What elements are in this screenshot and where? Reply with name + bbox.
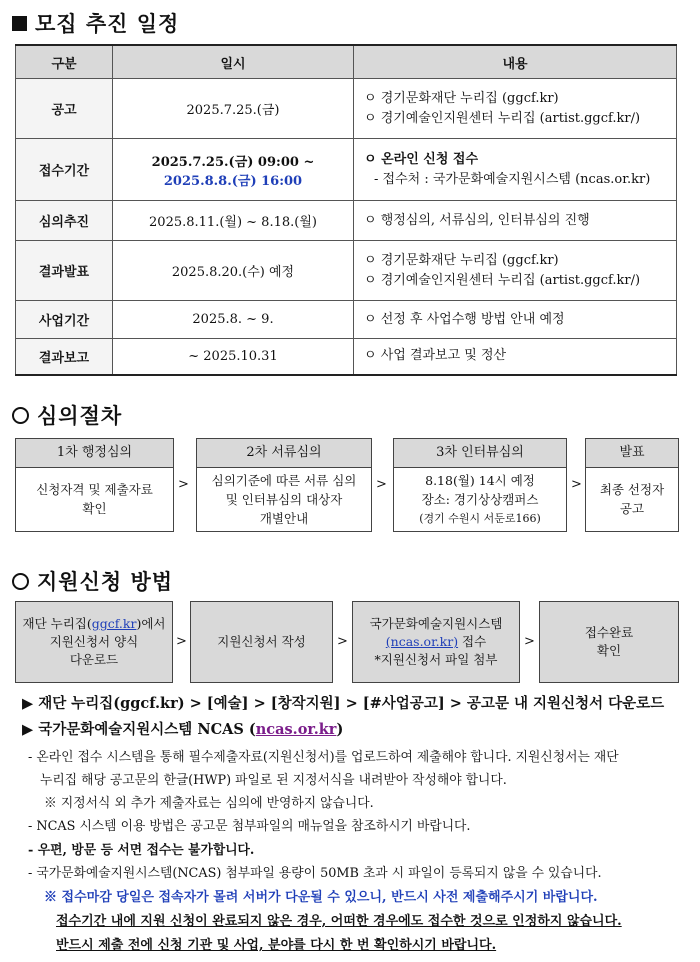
row-date: 2025.7.25.(금) xyxy=(113,79,354,139)
row-date: 2025.8. ~ 9. xyxy=(113,301,354,339)
row-label: 심의추진 xyxy=(16,201,113,241)
table-row xyxy=(16,139,677,201)
row-label: 사업기간 xyxy=(16,301,113,339)
apply-step-4: 접수완료 확인 xyxy=(539,601,679,683)
warning-line: 반드시 제출 전에 신청 기관 및 사업, 분야를 다시 한 번 확인하시기 바랍니다. xyxy=(56,938,497,953)
apply-step-1: 재단 누리집(ggcf.kr)에서 지원신청서 양식 다운로드 xyxy=(15,601,173,683)
arrow-icon: > xyxy=(376,477,387,492)
note-line: 누리집 해당 공고문의 한글(HWP) 파일로 된 지정서식을 내려받아 작성해야 합니다. xyxy=(40,773,507,788)
note-line: - 국가문화예술지원시스템(NCAS) 첨부파일 용량이 50MB 초과 시 파일이 등록되지 않을 수 있습니다. xyxy=(28,866,602,881)
review-step-1: 1차 행정심의 신청자격 및 제출자료 확인 xyxy=(15,438,174,532)
header-content: 내용 xyxy=(354,45,677,79)
apply-step-3: 국가문화예술지원시스템 (ncas.or.kr) 접수 *지원신청서 파일 첨부 xyxy=(352,601,520,683)
row-content: ㅇ 온라인 신청 접수 - 접수처 : 국가문화예술지원시스템 (ncas.or.kr) xyxy=(354,139,677,201)
schedule-section-title: 모집 추진 일정 xyxy=(12,8,179,38)
row-content: ㅇ 경기문화재단 누리집 (ggcf.kr) ㅇ 경기예술인지원센터 누리집 (artist.ggcf.kr/) xyxy=(354,241,677,301)
bullet-ggcf-path: ▶ 재단 누리집(ggcf.kr) > [예술] > [창작지원] > [#사업공고] > 공고문 내 지원신청서 다운로드 xyxy=(22,695,665,712)
arrow-icon: > xyxy=(524,634,535,649)
arrow-icon: > xyxy=(337,634,348,649)
ncas-link[interactable]: (ncas.or.kr) xyxy=(385,634,459,649)
row-date: 2025.8.11.(월) ~ 8.18.(월) xyxy=(113,201,354,241)
ggcf-link[interactable]: ggcf.kr xyxy=(91,616,137,631)
note-line: - NCAS 시스템 이용 방법은 공고문 첨부파일의 매뉴얼을 참조하시기 바랍니다. xyxy=(28,819,471,834)
header-date: 일시 xyxy=(113,45,354,79)
circle-bullet-icon xyxy=(12,407,29,424)
apply-section-title: 지원신청 방법 xyxy=(12,566,173,596)
schedule-table xyxy=(15,44,677,376)
row-date: 2025.8.20.(수) 예정 xyxy=(113,241,354,301)
table-row xyxy=(16,301,677,339)
table-row xyxy=(16,79,677,139)
table-row xyxy=(16,241,677,301)
arrow-icon: > xyxy=(176,634,187,649)
arrow-icon: > xyxy=(571,477,582,492)
row-content: ㅇ 사업 결과보고 및 정산 xyxy=(354,339,677,375)
header-category: 구분 xyxy=(16,45,113,79)
note-line: ※ 지정서식 외 추가 제출자료는 심의에 반영하지 않습니다. xyxy=(44,796,374,811)
arrow-icon: > xyxy=(178,477,189,492)
review-step-4: 발표 최종 선정자 공고 xyxy=(585,438,679,532)
content-line: ㅇ 경기예술인지원센터 누리집 (artist.ggcf.kr/) xyxy=(364,110,641,126)
review-step-2: 2차 서류심의 심의기준에 따른 서류 심의 및 인터뷰심의 대상자 개별안내 xyxy=(196,438,372,532)
row-content: ㅇ 선정 후 사업수행 방법 안내 예정 xyxy=(354,301,677,339)
row-content xyxy=(354,79,677,139)
row-label: 결과발표 xyxy=(16,241,113,301)
table-row xyxy=(16,201,677,241)
note-line: - 우편, 방문 등 서면 접수는 불가합니다. xyxy=(28,843,255,858)
apply-step-2: 지원신청서 작성 xyxy=(190,601,333,683)
row-label: 공고 xyxy=(16,79,113,139)
square-bullet-icon xyxy=(12,16,27,31)
table-row xyxy=(16,339,677,375)
row-label: 결과보고 xyxy=(16,339,113,375)
row-date: 2025.7.25.(금) 09:00 ~ 2025.8.8.(금) 16:00 xyxy=(113,139,354,201)
warning-line: 접수기간 내에 지원 신청이 완료되지 않은 경우, 어떠한 경우에도 접수한 것으로 인정하지 않습니다. xyxy=(56,914,622,929)
row-label: 접수기간 xyxy=(16,139,113,201)
warning-line: ※ 접수마감 당일은 접속자가 몰려 서버가 다운될 수 있으니, 반드시 사전 제출해주시기 바랍니다. xyxy=(44,890,598,905)
bullet-ncas: ▶ 국가문화예술지원시스템 NCAS (ncas.or.kr) xyxy=(22,721,344,738)
circle-bullet-icon xyxy=(12,573,29,590)
row-date: ~ 2025.10.31 xyxy=(113,339,354,375)
row-content: ㅇ 행정심의, 서류심의, 인터뷰심의 진행 xyxy=(354,201,677,241)
review-section-title: 심의절차 xyxy=(12,400,122,430)
content-line: ㅇ 경기문화재단 누리집 (ggcf.kr) xyxy=(364,90,559,106)
table-header-row xyxy=(16,45,677,79)
review-step-3: 3차 인터뷰심의 8.18(월) 14시 예정 장소: 경기상상캠퍼스 (경기 수원시 서둔로166) xyxy=(393,438,567,532)
note-line: - 온라인 접수 시스템을 통해 필수제출자료(지원신청서)를 업로드하여 제출해야 합니다. 지원신청서는 재단 xyxy=(28,750,619,765)
ncas-link[interactable]: ncas.or.kr xyxy=(255,721,337,738)
